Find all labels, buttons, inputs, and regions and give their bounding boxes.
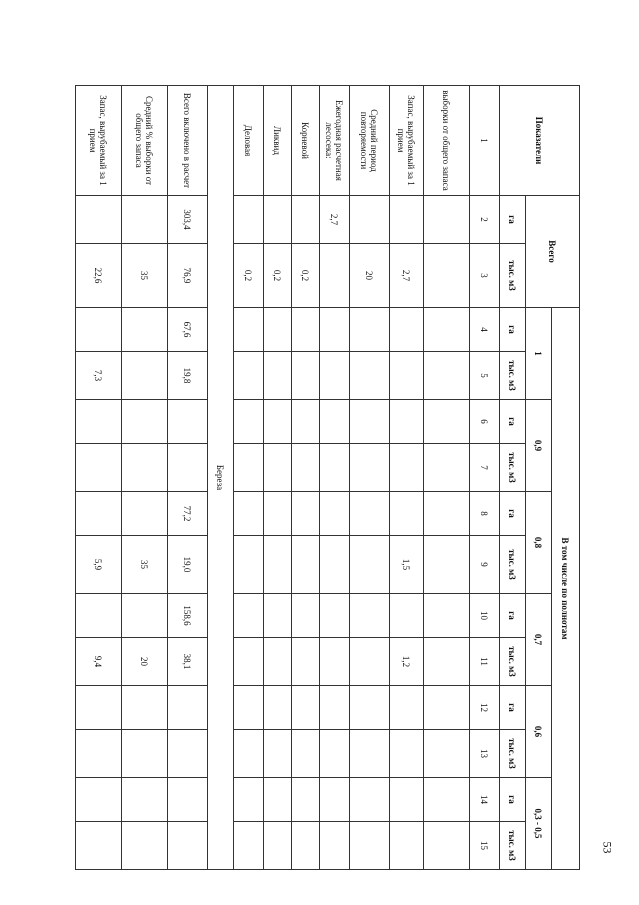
table-cell (264, 778, 292, 822)
table-cell (234, 352, 264, 400)
table-cell (390, 778, 424, 822)
table-cell (320, 352, 350, 400)
table-cell (292, 594, 320, 638)
table-cell (76, 196, 122, 244)
table-cell: 9,4 (76, 638, 122, 686)
table-cell (320, 444, 350, 492)
table-cell (234, 730, 264, 778)
section-row (208, 86, 234, 870)
table-cell: 158,6 (168, 594, 208, 638)
table-cell (76, 778, 122, 822)
table-cell: 38,1 (168, 638, 208, 686)
column-number: 15 (470, 822, 500, 870)
table-cell (350, 536, 390, 594)
table-cell (264, 594, 292, 638)
column-number: 7 (470, 444, 500, 492)
table-cell (122, 778, 168, 822)
unit-volume: тыс. м3 (500, 444, 526, 492)
table-cell (390, 492, 424, 536)
table-cell (350, 822, 390, 870)
table-cell: 77,2 (168, 492, 208, 536)
table-cell (350, 638, 390, 686)
table-cell (264, 686, 292, 730)
table-cell (122, 196, 168, 244)
table-cell (234, 638, 264, 686)
table-cell (350, 778, 390, 822)
table-cell (76, 594, 122, 638)
table-cell (292, 352, 320, 400)
table-cell (234, 308, 264, 352)
table-cell (350, 492, 390, 536)
unit-volume: тыс. м3 (500, 536, 526, 594)
indicators-header: Показатели (500, 86, 580, 196)
column-number: 10 (470, 594, 500, 638)
table-cell (424, 400, 470, 444)
table-cell (424, 730, 470, 778)
table-cell (264, 196, 292, 244)
table-cell (292, 492, 320, 536)
column-number: 5 (470, 352, 500, 400)
table-cell: 35 (122, 536, 168, 594)
table-cell: 20 (122, 638, 168, 686)
table-cell (292, 400, 320, 444)
table-cell (234, 536, 264, 594)
table-cell: 0,2 (292, 244, 320, 308)
table-cell (390, 400, 424, 444)
table-cell (122, 308, 168, 352)
table-cell (390, 594, 424, 638)
section-title: Береза (208, 86, 234, 870)
table-cell (390, 196, 424, 244)
unit-ha: га (500, 686, 526, 730)
table-cell: 0,2 (234, 244, 264, 308)
table-cell (122, 594, 168, 638)
row-label: Всего включено в расчет (168, 86, 208, 196)
column-number: 13 (470, 730, 500, 778)
forest-table (75, 85, 580, 870)
column-number: 14 (470, 778, 500, 822)
table-cell: 1,2 (390, 638, 424, 686)
table-cell (350, 730, 390, 778)
table-cell (350, 196, 390, 244)
row-label: Корневой (292, 86, 320, 196)
table-cell (320, 778, 350, 822)
unit-ha: га (500, 594, 526, 638)
unit-volume: тыс. м3 (500, 352, 526, 400)
table-cell (264, 308, 292, 352)
table-cell: 67,6 (168, 308, 208, 352)
table-cell (350, 308, 390, 352)
table-cell (390, 352, 424, 400)
table-cell (320, 400, 350, 444)
row-label: Средний % выборки от общего запаса (122, 86, 168, 196)
table-cell (122, 352, 168, 400)
column-number: 4 (470, 308, 500, 352)
table-cell (424, 492, 470, 536)
table-cell (320, 638, 350, 686)
table-cell (320, 730, 350, 778)
table-cell (234, 444, 264, 492)
table-cell (350, 444, 390, 492)
table-cell (76, 730, 122, 778)
table-cell (264, 638, 292, 686)
table-cell (390, 730, 424, 778)
table-cell (264, 822, 292, 870)
table-cell (234, 686, 264, 730)
table-cell (292, 196, 320, 244)
unit-volume: тыс. м3 (500, 638, 526, 686)
table-cell (390, 308, 424, 352)
table-row (76, 86, 122, 870)
table-cell (424, 536, 470, 594)
table-cell (234, 196, 264, 244)
table-cell (234, 492, 264, 536)
column-number: 3 (470, 244, 500, 308)
table-cell (424, 308, 470, 352)
table-cell (122, 492, 168, 536)
density-06: 0,6 (526, 686, 552, 778)
by-density-header: В том числе по полнотам (552, 308, 580, 870)
table-cell (234, 822, 264, 870)
table-cell: 19,0 (168, 536, 208, 594)
table-cell (320, 594, 350, 638)
table-cell (122, 730, 168, 778)
table-cell (292, 822, 320, 870)
column-number: 6 (470, 400, 500, 444)
density-09: 0,9 (526, 400, 552, 492)
page-number: 53 (600, 841, 615, 854)
column-number: 1 (470, 86, 500, 196)
table-row (264, 86, 292, 870)
table-cell (424, 594, 470, 638)
table-cell (320, 822, 350, 870)
row-label: Запас, вырубаемый за 1 прием (390, 86, 424, 196)
table-cell: 2,7 (320, 196, 350, 244)
table-cell (168, 822, 208, 870)
table-cell (292, 638, 320, 686)
unit-volume: тыс. м3 (500, 730, 526, 778)
column-number: 8 (470, 492, 500, 536)
rotated-table-wrapper (80, 85, 580, 869)
table-cell (424, 778, 470, 822)
table-cell (168, 400, 208, 444)
column-number: 12 (470, 686, 500, 730)
table-cell: 35 (122, 244, 168, 308)
table-cell: 20 (350, 244, 390, 308)
table-cell (424, 638, 470, 686)
table-row (390, 86, 424, 870)
table-cell (390, 822, 424, 870)
table-row (168, 86, 208, 870)
row-label: Запас, вырубаемый за 1 прием (76, 86, 122, 196)
table-cell (424, 822, 470, 870)
table-cell (234, 778, 264, 822)
column-number: 2 (470, 196, 500, 244)
unit-ha: га (500, 308, 526, 352)
row-label: Ликвид (264, 86, 292, 196)
table-cell: 7,3 (76, 352, 122, 400)
table-cell (292, 308, 320, 352)
row-label: Средний период повторяемости (350, 86, 390, 196)
table-cell (264, 352, 292, 400)
table-cell (350, 594, 390, 638)
table-cell: 0,2 (264, 244, 292, 308)
table-cell (76, 686, 122, 730)
table-cell (76, 400, 122, 444)
table-cell (320, 536, 350, 594)
table-cell (168, 686, 208, 730)
table-cell (168, 778, 208, 822)
table-cell: 22,6 (76, 244, 122, 308)
table-row (320, 86, 350, 870)
table-cell: 2,7 (390, 244, 424, 308)
table-cell: 19,8 (168, 352, 208, 400)
table-cell (320, 492, 350, 536)
table-cell (264, 400, 292, 444)
table-cell (264, 444, 292, 492)
table-cell (320, 686, 350, 730)
total-header: Всего (526, 196, 580, 308)
table-cell (122, 444, 168, 492)
table-cell: 1,5 (390, 536, 424, 594)
table-cell (76, 444, 122, 492)
density-08: 0,8 (526, 492, 552, 594)
table-cell (168, 730, 208, 778)
table-cell (292, 778, 320, 822)
column-number-row (470, 86, 500, 870)
table-cell (76, 822, 122, 870)
table-cell (76, 308, 122, 352)
table-cell (292, 730, 320, 778)
table-cell (350, 352, 390, 400)
density-1: 1 (526, 308, 552, 400)
table-cell (122, 822, 168, 870)
table-row (234, 86, 264, 870)
unit-ha: га (500, 400, 526, 444)
table-cell (350, 400, 390, 444)
table-cell (292, 536, 320, 594)
table-cell (424, 196, 470, 244)
table-cell: 5,9 (76, 536, 122, 594)
table-row (424, 86, 470, 870)
table-cell: 303,4 (168, 196, 208, 244)
density-03-05: 0,3 - 0,5 (526, 778, 552, 870)
table-cell (320, 308, 350, 352)
unit-ha: га (500, 196, 526, 244)
table-cell (292, 686, 320, 730)
table-cell (390, 444, 424, 492)
table-cell: 76,9 (168, 244, 208, 308)
table-row (292, 86, 320, 870)
table-row (350, 86, 390, 870)
table-cell (424, 686, 470, 730)
table-cell (122, 400, 168, 444)
unit-ha: га (500, 778, 526, 822)
table-cell (264, 730, 292, 778)
table-cell (76, 492, 122, 536)
column-number: 9 (470, 536, 500, 594)
table-cell (424, 244, 470, 308)
table-cell (292, 444, 320, 492)
table-cell (350, 686, 390, 730)
unit-row (500, 86, 526, 870)
unit-ha: га (500, 492, 526, 536)
table-cell (390, 686, 424, 730)
row-label: Ежегодная расчетная лесосека: (320, 86, 350, 196)
unit-volume: тыс. м3 (500, 822, 526, 870)
table-cell (168, 444, 208, 492)
table-cell (264, 536, 292, 594)
density-07: 0,7 (526, 594, 552, 686)
table-cell (122, 686, 168, 730)
table-cell (320, 244, 350, 308)
table-cell (234, 594, 264, 638)
unit-volume: тыс. м3 (500, 244, 526, 308)
column-number: 11 (470, 638, 500, 686)
table-body (76, 86, 500, 870)
table-row (122, 86, 168, 870)
table-cell (424, 444, 470, 492)
table-cell (234, 400, 264, 444)
row-label: выборки от общего запаса (424, 86, 470, 196)
row-label: Деловая (234, 86, 264, 196)
table-cell (264, 492, 292, 536)
table-cell (424, 352, 470, 400)
